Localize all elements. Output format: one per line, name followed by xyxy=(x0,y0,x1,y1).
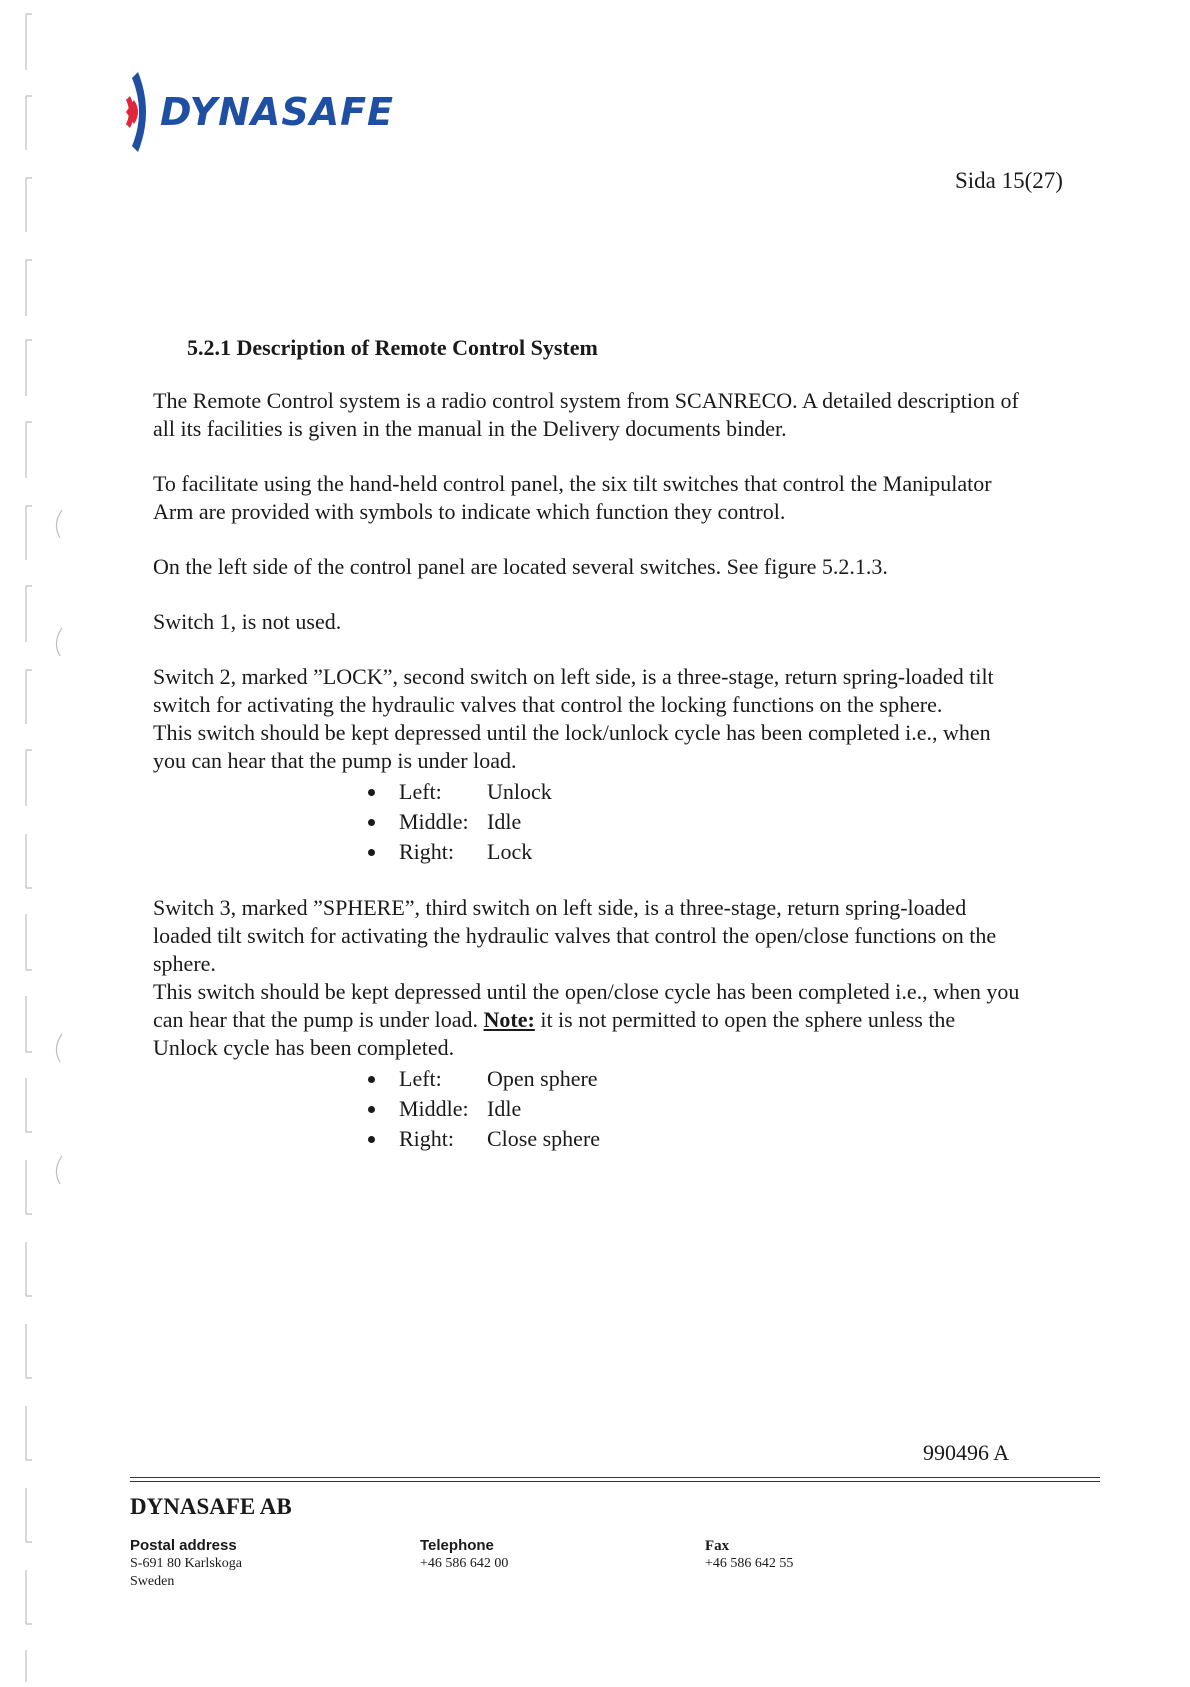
text-line: all its facilities is given in the manual in the Delivery documents binder. xyxy=(153,416,787,441)
paragraph-switch1 xyxy=(153,608,1083,636)
text-line: Unlock cycle has been completed. xyxy=(153,1035,455,1060)
page-number: Sida 15(27) xyxy=(955,168,1063,193)
text-line: sphere. xyxy=(153,951,216,976)
list-item xyxy=(368,1064,1083,1094)
dynasafe-logo-icon xyxy=(120,66,156,158)
postal-line: Sweden xyxy=(130,1574,175,1589)
list-item xyxy=(368,837,1083,867)
bullet-icon xyxy=(368,1136,375,1143)
text-line: Switch 3, marked ”SPHERE”, third switch on left side, is a three-stage, return spring-loaded xyxy=(153,895,967,920)
telephone-label: Telephone xyxy=(420,1537,494,1554)
position-value: Unlock xyxy=(487,779,552,804)
telephone-value: +46 586 642 00 xyxy=(420,1556,509,1571)
position-key: Middle: xyxy=(399,1096,469,1121)
text-line: This switch should be kept depressed until the lock/unlock cycle has been completed i.e., when xyxy=(153,720,991,745)
text-line: The Remote Control system is a radio control system from SCANRECO. A detailed description of xyxy=(153,388,1019,413)
paragraph-switch-location xyxy=(153,553,1083,581)
bullet-icon xyxy=(368,849,375,856)
position-key: Left: xyxy=(399,779,442,804)
logo-wordmark: DYNASAFE xyxy=(160,90,395,134)
position-key: Left: xyxy=(399,1066,442,1091)
footer-fax xyxy=(705,1537,793,1573)
footer-postal xyxy=(130,1537,242,1591)
postal-label: Postal address xyxy=(130,1537,237,1554)
text-fragment: it is not permitted to open the sphere unless the xyxy=(534,1007,956,1032)
switch3-position-list xyxy=(153,1064,1083,1154)
note-label: Note: xyxy=(483,1007,535,1032)
position-value: Open sphere xyxy=(487,1066,598,1091)
position-key: Middle: xyxy=(399,809,469,834)
position-value: Lock xyxy=(487,839,533,864)
binder-marks xyxy=(18,0,78,1682)
position-value: Close sphere xyxy=(487,1126,601,1151)
text-line: Arm are provided with symbols to indicate which function they control. xyxy=(153,499,786,524)
text-line: Switch 2, marked ”LOCK”, second switch on left side, is a three-stage, return spring-loaded tilt xyxy=(153,664,994,689)
bullet-icon xyxy=(368,1106,375,1113)
fax-label: Fax xyxy=(705,1538,730,1554)
bullet-icon xyxy=(368,1076,375,1083)
position-key: Right: xyxy=(399,839,455,864)
paragraph-switch2 xyxy=(153,663,1083,775)
text-line xyxy=(153,1006,1083,1034)
document-body xyxy=(153,334,1083,1154)
document-id: 990496 A xyxy=(923,1440,1010,1465)
text-line: To facilitate using the hand-held control panel, the six tilt switches that control the Manipulator xyxy=(153,471,992,496)
company-logo xyxy=(120,64,394,160)
position-value: Idle xyxy=(487,1096,522,1121)
text-fragment: can hear that the pump is under load. xyxy=(153,1007,484,1032)
text-line: you can hear that the pump is under load. xyxy=(153,748,517,773)
section-heading: 5.2.1 Description of Remote Control System xyxy=(187,335,598,360)
bullet-icon xyxy=(368,789,375,796)
fax-value: +46 586 642 55 xyxy=(705,1556,794,1571)
text-line: switch for activating the hydraulic valves that control the locking functions on the sphere. xyxy=(153,692,943,717)
position-value: Idle xyxy=(487,809,522,834)
footer-telephone xyxy=(420,1537,508,1573)
footer-divider xyxy=(130,1477,1100,1478)
paragraph-switch3 xyxy=(153,894,1083,1062)
list-item xyxy=(368,1124,1083,1154)
switch2-position-list xyxy=(153,777,1083,867)
text-line: Switch 1, is not used. xyxy=(153,609,342,634)
position-key: Right: xyxy=(399,1126,455,1151)
text-line: loaded tilt switch for activating the hydraulic valves that control the open/close functions on the xyxy=(153,923,997,948)
paragraph-intro xyxy=(153,387,1083,443)
list-item xyxy=(368,777,1083,807)
paragraph-symbols xyxy=(153,470,1083,526)
list-item xyxy=(368,1094,1083,1124)
footer-divider xyxy=(130,1481,1100,1482)
text-line: On the left side of the control panel are located several switches. See figure 5.2.1.3. xyxy=(153,554,888,579)
postal-line: S-691 80 Karlskoga xyxy=(130,1556,242,1571)
list-item xyxy=(368,807,1083,837)
text-line: This switch should be kept depressed until the open/close cycle has been completed i.e., when you xyxy=(153,979,1020,1004)
footer-company: DYNASAFE AB xyxy=(130,1494,292,1519)
bullet-icon xyxy=(368,819,375,826)
